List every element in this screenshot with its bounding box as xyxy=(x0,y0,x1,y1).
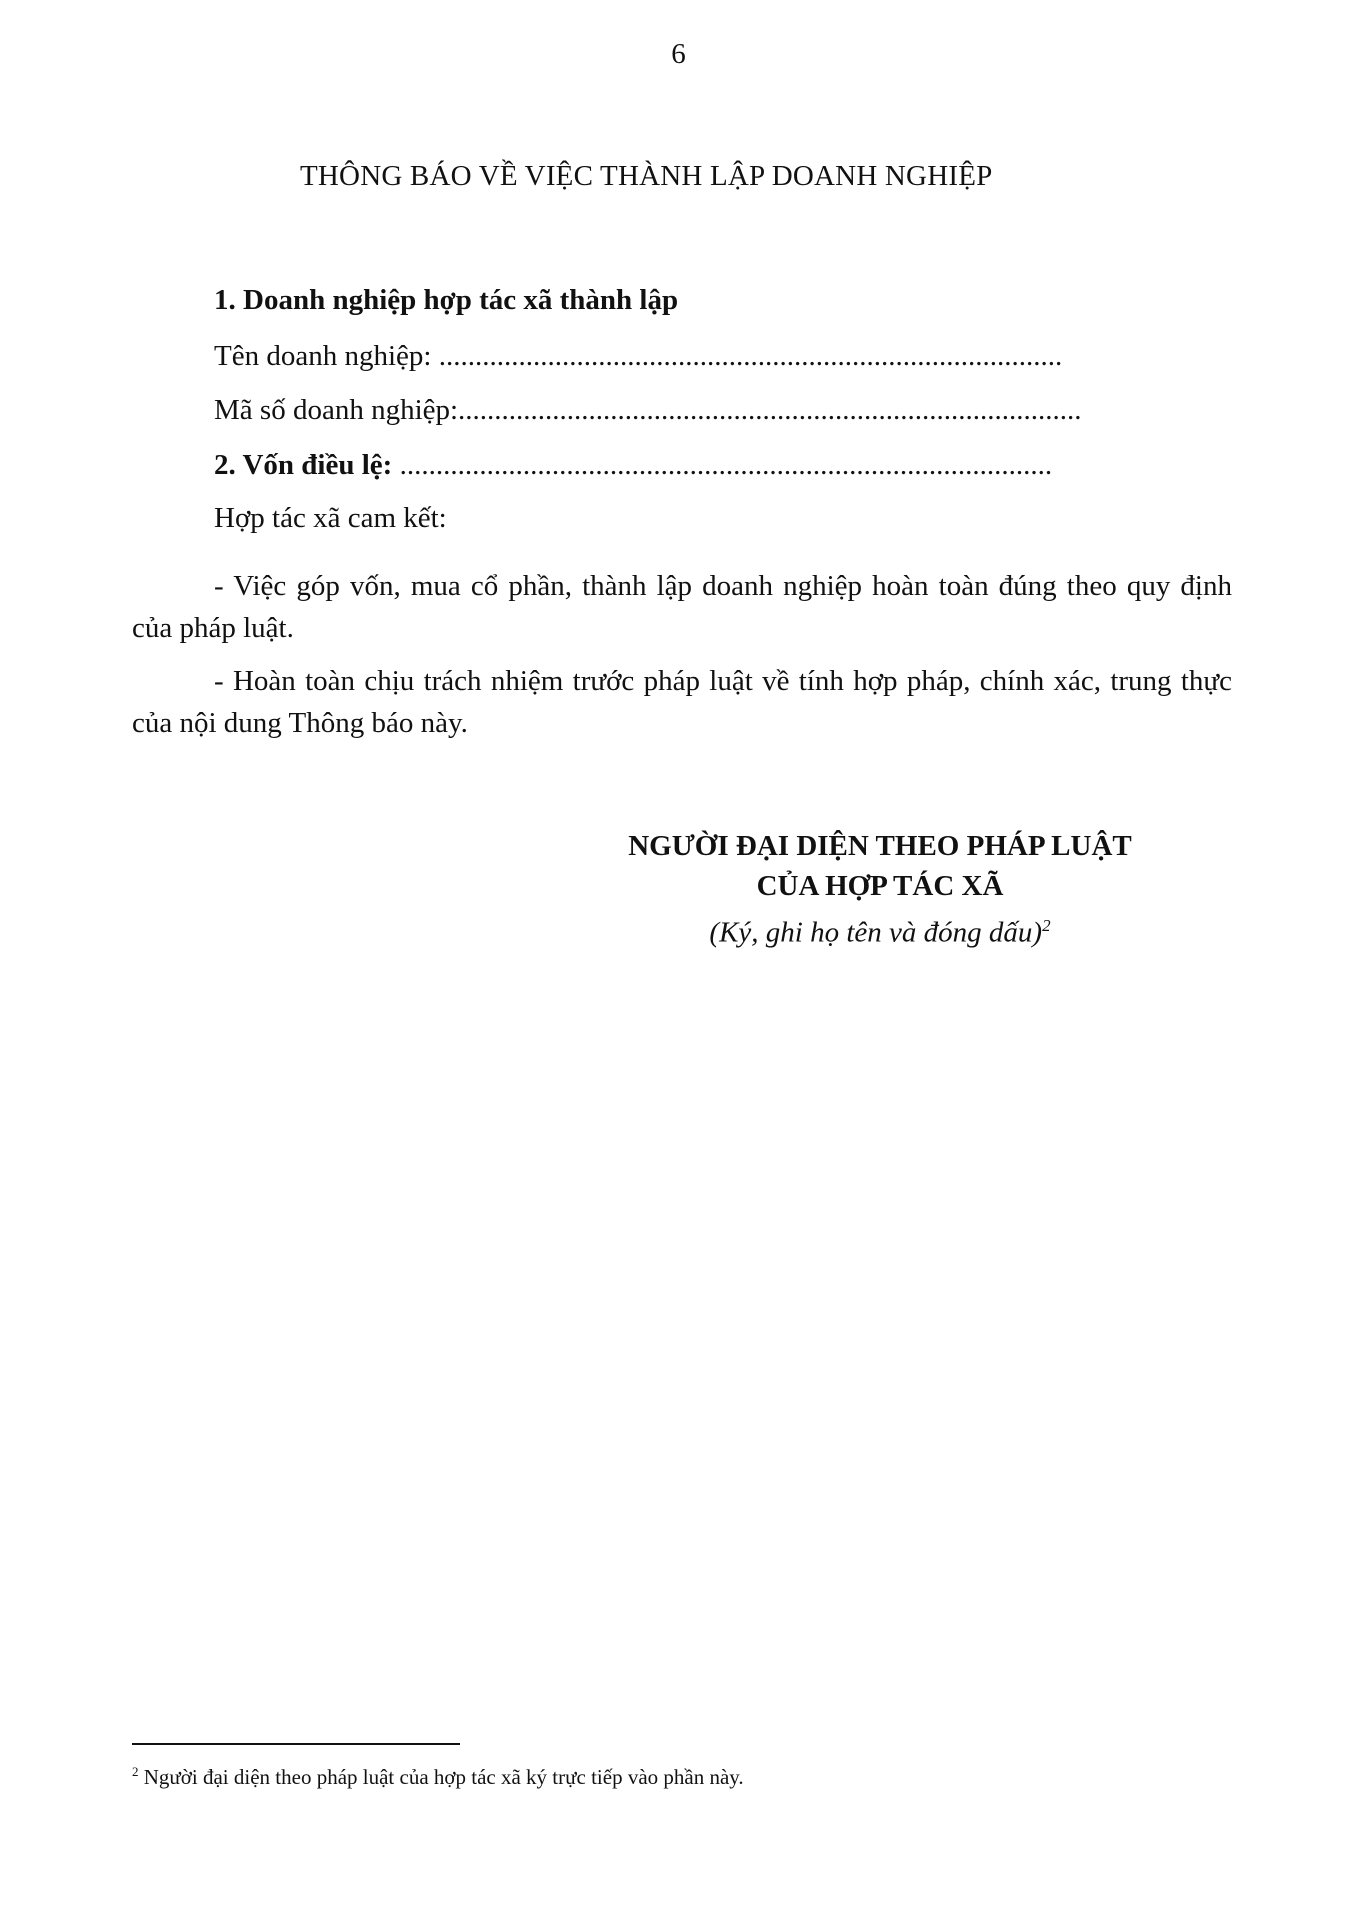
signature-note-text: (Ký, ghi họ tên và đóng dấu) xyxy=(709,916,1043,949)
commitment-item-1: - Việc góp vốn, mua cổ phần, thành lập doanh nghiệp hoàn toàn đúng theo quy định của pháp luật. xyxy=(132,570,1232,644)
document-title: THÔNG BÁO VỀ VIỆC THÀNH LẬP DOANH NGHIỆP xyxy=(300,160,993,192)
company-name-field: Tên doanh nghiệp: ...................................................................................... xyxy=(214,340,1063,372)
section2-heading: 2. Vốn điều lệ: xyxy=(214,449,393,481)
commitment-label: Hợp tác xã cam kết: xyxy=(214,502,447,534)
signature-title-line2: CỦA HỢP TÁC XÃ xyxy=(756,870,1004,902)
company-code-field: Mã số doanh nghiệp:...................................................................................... xyxy=(214,394,1082,426)
footnote xyxy=(132,1764,744,1790)
footnote-marker: 2 xyxy=(132,1764,139,1779)
page-number: 6 xyxy=(671,38,686,70)
charter-capital-field xyxy=(214,449,1052,482)
footnote-text: Người đại diện theo pháp luật của hợp tác xã ký trực tiếp vào phần này. xyxy=(138,1765,744,1789)
section1-heading: 1. Doanh nghiệp hợp tác xã thành lập xyxy=(214,284,679,316)
signature-note xyxy=(565,906,1195,953)
footnote-reference: 2 xyxy=(1042,916,1051,935)
signature-block xyxy=(565,826,1195,953)
footnote-divider xyxy=(132,1743,460,1745)
signature-title-line1: NGƯỜI ĐẠI DIỆN THEO PHÁP LUẬT xyxy=(628,830,1132,862)
charter-capital-dots: .......................................................................................... xyxy=(392,449,1053,481)
commitment-item-2: - Hoàn toàn chịu trách nhiệm trước pháp luật về tính hợp pháp, chính xác, trung thực của nội dung Thông báo này. xyxy=(132,665,1232,739)
